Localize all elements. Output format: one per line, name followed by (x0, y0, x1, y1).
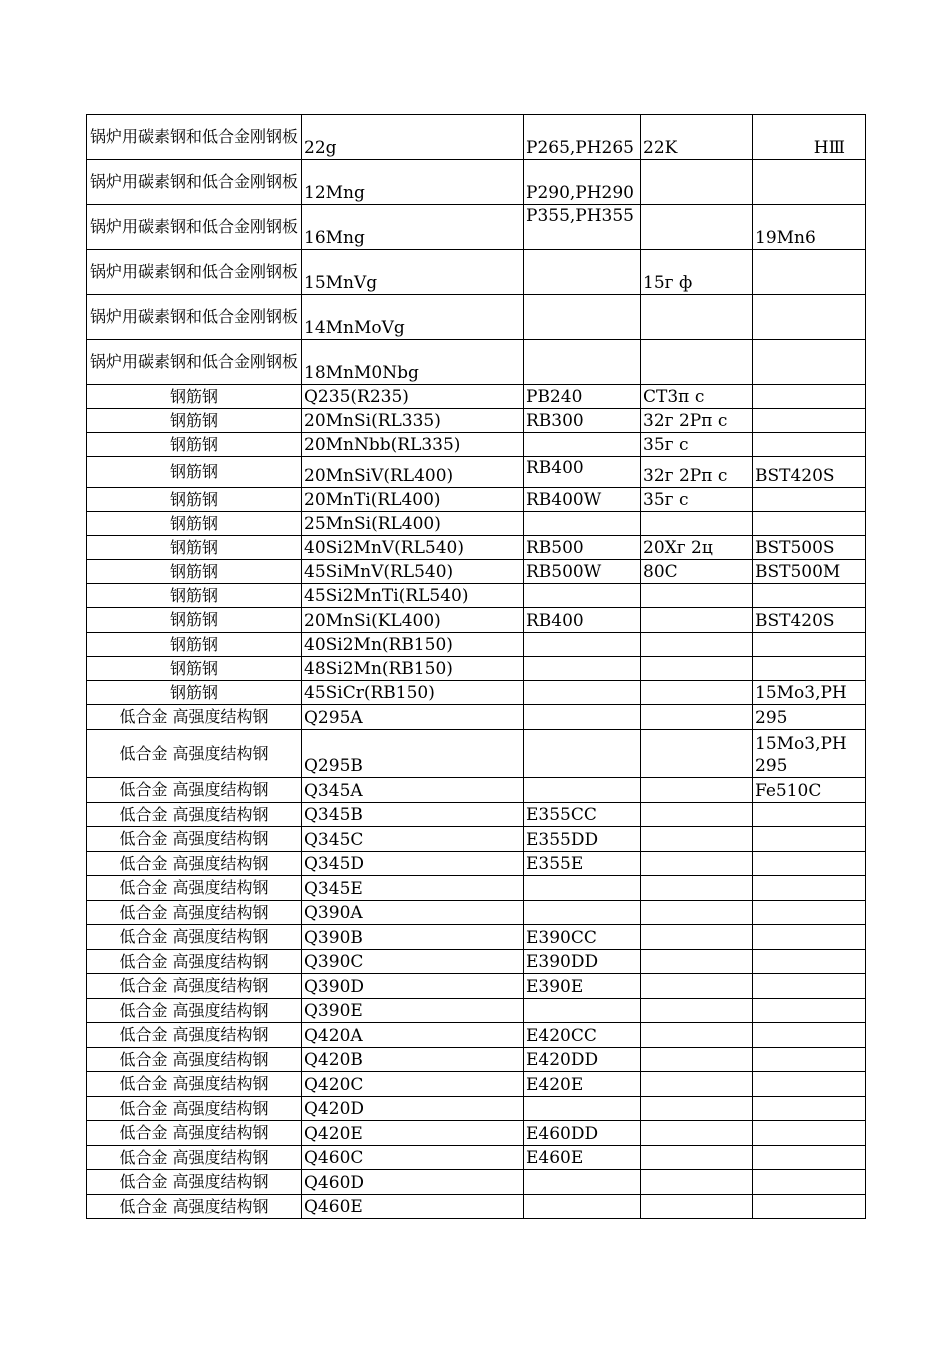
category-cell: 低合金 高强度结构钢 (87, 1048, 302, 1072)
table-row (87, 250, 866, 295)
din-grade-cell (753, 488, 866, 512)
category-cell: 锅炉用碳素钢和低合金刚钢板 (87, 340, 302, 385)
table-row (87, 1072, 866, 1097)
gb-grade-cell: Q420D (302, 1097, 524, 1121)
gost-grade-cell (641, 295, 753, 340)
en-grade-cell (524, 778, 641, 803)
gb-grade-cell: Q420C (302, 1072, 524, 1097)
category-cell: 低合金 高强度结构钢 (87, 803, 302, 827)
category-cell: 钢筋钢 (87, 608, 302, 633)
category-cell: 低合金 高强度结构钢 (87, 925, 302, 950)
gost-grade-cell (641, 1121, 753, 1146)
gb-grade-cell: Q345D (302, 852, 524, 876)
gost-grade-cell: CT3п с (641, 385, 753, 409)
gb-grade-cell: 20MnSi(KL400) (302, 608, 524, 633)
din-grade-cell (753, 1048, 866, 1072)
en-grade-cell (524, 705, 641, 730)
category-cell: 低合金 高强度结构钢 (87, 705, 302, 730)
table-row (87, 730, 866, 778)
din-grade-cell (753, 925, 866, 950)
din-grade-cell (753, 1146, 866, 1170)
gost-grade-cell (641, 205, 753, 250)
category-cell: 低合金 高强度结构钢 (87, 1195, 302, 1219)
gost-grade-cell (641, 160, 753, 205)
category-cell: 低合金 高强度结构钢 (87, 1023, 302, 1048)
table-row (87, 999, 866, 1023)
table-row (87, 536, 866, 560)
gost-grade-cell (641, 657, 753, 681)
gb-grade-cell: 20MnSi(RL335) (302, 409, 524, 433)
en-grade-cell (524, 295, 641, 340)
gb-grade-cell: Q460D (302, 1170, 524, 1195)
gb-grade-cell: 16Mng (302, 205, 524, 250)
en-grade-cell (524, 730, 641, 778)
gost-grade-cell: 15г ф (641, 250, 753, 295)
din-grade-cell: 15Mo3,PH (753, 681, 866, 705)
en-grade-cell: E390CC (524, 925, 641, 950)
gost-grade-cell: 80C (641, 560, 753, 584)
din-grade-cell (753, 1195, 866, 1219)
table-row (87, 115, 866, 160)
din-grade-cell (753, 633, 866, 657)
category-cell: 低合金 高强度结构钢 (87, 999, 302, 1023)
gost-grade-cell (641, 925, 753, 950)
din-grade-cell (753, 1023, 866, 1048)
gost-grade-cell (641, 1023, 753, 1048)
category-cell: 钢筋钢 (87, 536, 302, 560)
en-grade-cell (524, 876, 641, 901)
category-cell: 锅炉用碳素钢和低合金刚钢板 (87, 160, 302, 205)
table-body (87, 115, 866, 1219)
gb-grade-cell: Q460E (302, 1195, 524, 1219)
en-grade-cell: E420CC (524, 1023, 641, 1048)
gb-grade-cell: 40Si2Mn(RB150) (302, 633, 524, 657)
gb-grade-cell: 14MnMoVg (302, 295, 524, 340)
en-grade-cell: RB500 (524, 536, 641, 560)
gost-grade-cell (641, 1048, 753, 1072)
table-row (87, 385, 866, 409)
en-grade-cell (524, 1195, 641, 1219)
en-grade-cell: RB400 (524, 608, 641, 633)
din-grade-cell: HⅢ (753, 115, 866, 160)
gb-grade-cell: 45SiCr(RB150) (302, 681, 524, 705)
din-grade-cell: 15Mo3,PH 295 (753, 730, 866, 778)
en-grade-cell: E420DD (524, 1048, 641, 1072)
gost-grade-cell (641, 999, 753, 1023)
din-grade-cell (753, 901, 866, 925)
category-cell: 低合金 高强度结构钢 (87, 730, 302, 778)
gb-grade-cell: 45Si2MnTi(RL540) (302, 584, 524, 608)
table-row (87, 488, 866, 512)
category-cell: 钢筋钢 (87, 584, 302, 608)
gost-grade-cell: 35г с (641, 433, 753, 457)
category-cell: 低合金 高强度结构钢 (87, 974, 302, 999)
category-cell: 低合金 高强度结构钢 (87, 827, 302, 852)
gost-grade-cell: 35г с (641, 488, 753, 512)
gb-grade-cell: 45SiMnV(RL540) (302, 560, 524, 584)
gost-grade-cell (641, 778, 753, 803)
gost-grade-cell (641, 803, 753, 827)
gb-grade-cell: 25MnSi(RL400) (302, 512, 524, 536)
table-row (87, 1170, 866, 1195)
table-row (87, 1121, 866, 1146)
gost-grade-cell (641, 852, 753, 876)
category-cell: 锅炉用碳素钢和低合金刚钢板 (87, 115, 302, 160)
category-cell: 钢筋钢 (87, 433, 302, 457)
table-row (87, 852, 866, 876)
gb-grade-cell: Q390A (302, 901, 524, 925)
en-grade-cell: E390E (524, 974, 641, 999)
category-cell: 钢筋钢 (87, 409, 302, 433)
en-grade-cell (524, 901, 641, 925)
gb-grade-cell: 20MnTi(RL400) (302, 488, 524, 512)
gb-grade-cell: Q420E (302, 1121, 524, 1146)
gb-grade-cell: Q345B (302, 803, 524, 827)
din-grade-cell (753, 1072, 866, 1097)
table-row (87, 974, 866, 999)
gb-grade-cell: Q390E (302, 999, 524, 1023)
gb-grade-cell: 20MnNbb(RL335) (302, 433, 524, 457)
en-grade-cell: RB300 (524, 409, 641, 433)
gb-grade-cell: Q345A (302, 778, 524, 803)
gb-grade-cell: 48Si2Mn(RB150) (302, 657, 524, 681)
en-grade-cell (524, 1170, 641, 1195)
gb-grade-cell: Q420B (302, 1048, 524, 1072)
en-grade-cell: P355,PH355 (524, 205, 641, 250)
gost-grade-cell (641, 681, 753, 705)
table-row (87, 950, 866, 974)
gost-grade-cell (641, 876, 753, 901)
gb-grade-cell: Q390D (302, 974, 524, 999)
steel-grade-table (86, 114, 866, 1219)
en-grade-cell: E355E (524, 852, 641, 876)
table-row (87, 876, 866, 901)
category-cell: 低合金 高强度结构钢 (87, 876, 302, 901)
table-row (87, 1097, 866, 1121)
gb-grade-cell: 20MnSiV(RL400) (302, 457, 524, 488)
table-row (87, 160, 866, 205)
category-cell: 钢筋钢 (87, 488, 302, 512)
gost-grade-cell (641, 512, 753, 536)
table-row (87, 433, 866, 457)
en-grade-cell (524, 512, 641, 536)
gost-grade-cell (641, 633, 753, 657)
gb-grade-cell: Q345C (302, 827, 524, 852)
gb-grade-cell: Q295B (302, 730, 524, 778)
category-cell: 锅炉用碳素钢和低合金刚钢板 (87, 295, 302, 340)
en-grade-cell (524, 433, 641, 457)
gost-grade-cell (641, 584, 753, 608)
table-row (87, 409, 866, 433)
din-grade-cell (753, 1121, 866, 1146)
gost-grade-cell: 22K (641, 115, 753, 160)
gost-grade-cell (641, 1072, 753, 1097)
table-row (87, 1146, 866, 1170)
din-grade-cell (753, 340, 866, 385)
din-grade-cell (753, 433, 866, 457)
category-cell: 钢筋钢 (87, 385, 302, 409)
en-grade-cell (524, 340, 641, 385)
din-grade-cell: 295 (753, 705, 866, 730)
en-grade-cell: RB400W (524, 488, 641, 512)
table-row (87, 827, 866, 852)
gb-grade-cell: Q460C (302, 1146, 524, 1170)
gost-grade-cell (641, 340, 753, 385)
en-grade-cell: RB400 (524, 457, 641, 488)
en-grade-cell: E355CC (524, 803, 641, 827)
en-grade-cell: PB240 (524, 385, 641, 409)
category-cell: 钢筋钢 (87, 560, 302, 584)
table-row (87, 778, 866, 803)
category-cell: 低合金 高强度结构钢 (87, 950, 302, 974)
en-grade-cell: E420E (524, 1072, 641, 1097)
en-grade-cell: E355DD (524, 827, 641, 852)
gost-grade-cell (641, 705, 753, 730)
en-grade-cell: RB500W (524, 560, 641, 584)
din-grade-cell: BST420S (753, 457, 866, 488)
gost-grade-cell (641, 1146, 753, 1170)
en-grade-cell (524, 633, 641, 657)
en-grade-cell: P265,PH265 (524, 115, 641, 160)
table-row (87, 901, 866, 925)
din-grade-cell: BST500S (753, 536, 866, 560)
gb-grade-cell: 22g (302, 115, 524, 160)
gost-grade-cell (641, 827, 753, 852)
din-grade-cell (753, 250, 866, 295)
table-row (87, 457, 866, 488)
table-row (87, 1195, 866, 1219)
din-grade-cell (753, 584, 866, 608)
din-grade-cell: Fe510C (753, 778, 866, 803)
category-cell: 低合金 高强度结构钢 (87, 1097, 302, 1121)
gost-grade-cell (641, 901, 753, 925)
table-row (87, 608, 866, 633)
din-grade-cell (753, 999, 866, 1023)
table-row (87, 205, 866, 250)
din-grade-cell: BST500M (753, 560, 866, 584)
table-row (87, 633, 866, 657)
gb-grade-cell: Q390B (302, 925, 524, 950)
gost-grade-cell (641, 1170, 753, 1195)
din-grade-cell (753, 852, 866, 876)
en-grade-cell (524, 584, 641, 608)
table-row (87, 584, 866, 608)
din-grade-cell (753, 295, 866, 340)
category-cell: 钢筋钢 (87, 512, 302, 536)
gb-grade-cell: 18MnM0Nbg (302, 340, 524, 385)
din-grade-cell (753, 1097, 866, 1121)
gb-grade-cell: Q390C (302, 950, 524, 974)
category-cell: 低合金 高强度结构钢 (87, 1121, 302, 1146)
gost-grade-cell (641, 1097, 753, 1121)
category-cell: 钢筋钢 (87, 457, 302, 488)
gost-grade-cell (641, 974, 753, 999)
gost-grade-cell: 20Хг 2ц (641, 536, 753, 560)
category-cell: 钢筋钢 (87, 657, 302, 681)
category-cell: 锅炉用碳素钢和低合金刚钢板 (87, 205, 302, 250)
category-cell: 钢筋钢 (87, 681, 302, 705)
table-row (87, 705, 866, 730)
din-grade-cell (753, 803, 866, 827)
gb-grade-cell: 12Mng (302, 160, 524, 205)
gost-grade-cell: 32г 2Рп с (641, 409, 753, 433)
din-grade-cell (753, 1170, 866, 1195)
table-row (87, 925, 866, 950)
en-grade-cell (524, 250, 641, 295)
category-cell: 低合金 高强度结构钢 (87, 1072, 302, 1097)
table-row (87, 295, 866, 340)
table-row (87, 1023, 866, 1048)
gost-grade-cell (641, 730, 753, 778)
gost-grade-cell (641, 1195, 753, 1219)
din-grade-cell (753, 385, 866, 409)
gb-grade-cell: Q345E (302, 876, 524, 901)
gb-grade-cell: Q295A (302, 705, 524, 730)
category-cell: 低合金 高强度结构钢 (87, 1170, 302, 1195)
din-grade-cell (753, 160, 866, 205)
en-grade-cell: E390DD (524, 950, 641, 974)
table-row (87, 340, 866, 385)
table-row (87, 681, 866, 705)
gost-grade-cell: 32г 2Рп с (641, 457, 753, 488)
gost-grade-cell (641, 608, 753, 633)
din-grade-cell (753, 657, 866, 681)
en-grade-cell (524, 999, 641, 1023)
table-row (87, 512, 866, 536)
en-grade-cell: E460DD (524, 1121, 641, 1146)
en-grade-cell (524, 657, 641, 681)
din-grade-cell: 19Mn6 (753, 205, 866, 250)
category-cell: 低合金 高强度结构钢 (87, 778, 302, 803)
table-row (87, 803, 866, 827)
din-grade-cell (753, 876, 866, 901)
table-row (87, 657, 866, 681)
category-cell: 低合金 高强度结构钢 (87, 852, 302, 876)
din-grade-cell: BST420S (753, 608, 866, 633)
din-grade-cell (753, 409, 866, 433)
din-grade-cell (753, 512, 866, 536)
en-grade-cell (524, 1097, 641, 1121)
gb-grade-cell: 15MnVg (302, 250, 524, 295)
en-grade-cell (524, 681, 641, 705)
din-grade-cell (753, 827, 866, 852)
category-cell: 低合金 高强度结构钢 (87, 1146, 302, 1170)
category-cell: 钢筋钢 (87, 633, 302, 657)
en-grade-cell: P290,PH290 (524, 160, 641, 205)
gb-grade-cell: Q235(R235) (302, 385, 524, 409)
category-cell: 低合金 高强度结构钢 (87, 901, 302, 925)
category-cell: 锅炉用碳素钢和低合金刚钢板 (87, 250, 302, 295)
table-row (87, 1048, 866, 1072)
din-grade-cell (753, 950, 866, 974)
gb-grade-cell: 40Si2MnV(RL540) (302, 536, 524, 560)
gb-grade-cell: Q420A (302, 1023, 524, 1048)
en-grade-cell: E460E (524, 1146, 641, 1170)
din-grade-cell (753, 974, 866, 999)
gost-grade-cell (641, 950, 753, 974)
table-row (87, 560, 866, 584)
